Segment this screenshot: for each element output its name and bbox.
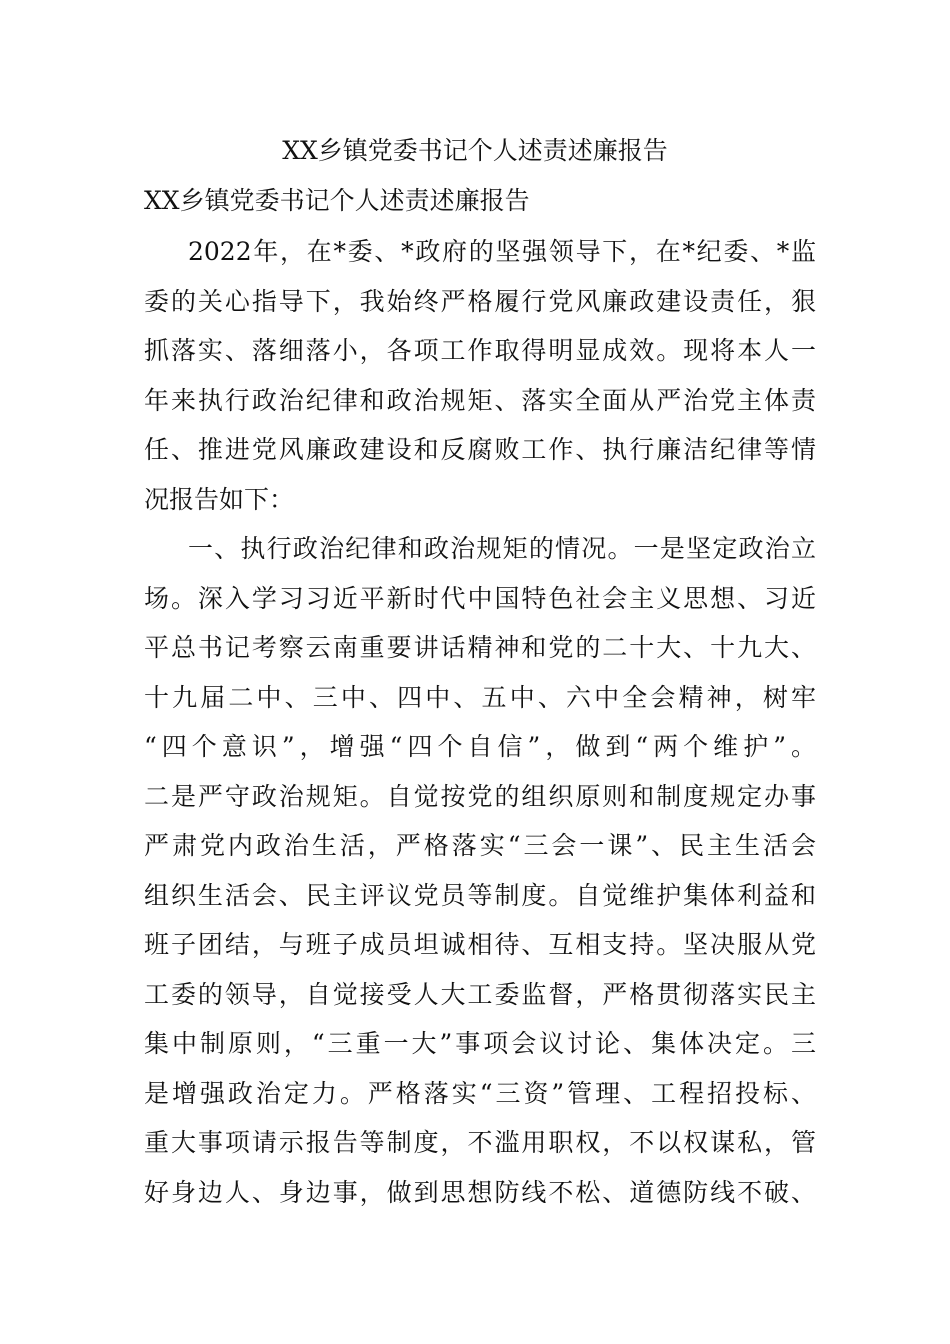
paragraph-2-line: “四个意识”，增强“四个自信”，做到“两个维护”。 [144,732,816,761]
paragraph-1-line: 况报告如下： [144,484,295,514]
paragraph-1-line: 委的关心指导下，我始终严格履行党风廉政建设责任，狠 [144,286,816,316]
paragraph-1-line: 抓落实、落细落小，各项工作取得明显成效。现将本人一 [144,336,816,365]
paragraph-2-line: 组织生活会、民主评议党员等制度。自觉维护集体利益和 [144,880,816,910]
paragraph-2-line: 二是严守政治规矩。自觉按党的组织原则和制度规定办事 [144,781,816,811]
document-body [144,227,816,1217]
document-title: XX乡镇党委书记个人述责述廉报告 [282,136,668,165]
paragraph-2-line: 严肃党内政治生活，严格落实“三会一课”、民主生活会 [144,831,816,860]
paragraph-2-line: 平总书记考察云南重要讲话精神和党的二十大、十九大、 [144,633,816,662]
paragraph-2-line: 工委的领导，自觉接受人大工委监督，严格贯彻落实民主 [144,979,816,1009]
paragraph-2-line: 场。深入学习习近平新时代中国特色社会主义思想、习近 [144,583,816,613]
paragraph-2-line: 是增强政治定力。严格落实“三资”管理、工程招投标、 [144,1078,816,1108]
paragraph-2-line: 十九届二中、三中、四中、五中、六中全会精神，树牢 [144,682,816,712]
paragraph-2-line: 好身边人、身边事，做到思想防线不松、道德防线不破、 [144,1177,816,1207]
paragraph-1-line: 年来执行政治纪律和政治规矩、落实全面从严治党主体责 [144,385,816,415]
paragraph-2-line: 一、执行政治纪律和政治规矩的情况。一是坚定政治立 [188,534,816,563]
paragraph-2-line: 集中制原则，“三重一大”事项会议讨论、集体决定。三 [144,1029,816,1058]
paragraph-2-line: 重大事项请示报告等制度，不滥用职权，不以权谋私，管 [144,1128,816,1157]
paragraph-1-line: 任、推进党风廉政建设和反腐败工作、执行廉洁纪律等情 [144,435,816,464]
document-subtitle: XX乡镇党委书记个人述责述廉报告 [144,186,530,215]
paragraph-1-line: 2022年，在*委、*政府的坚强领导下，在*纪委、*监 [188,237,816,266]
paragraph-2-line: 班子团结，与班子成员坦诚相待、互相支持。坚决服从党 [144,930,816,959]
